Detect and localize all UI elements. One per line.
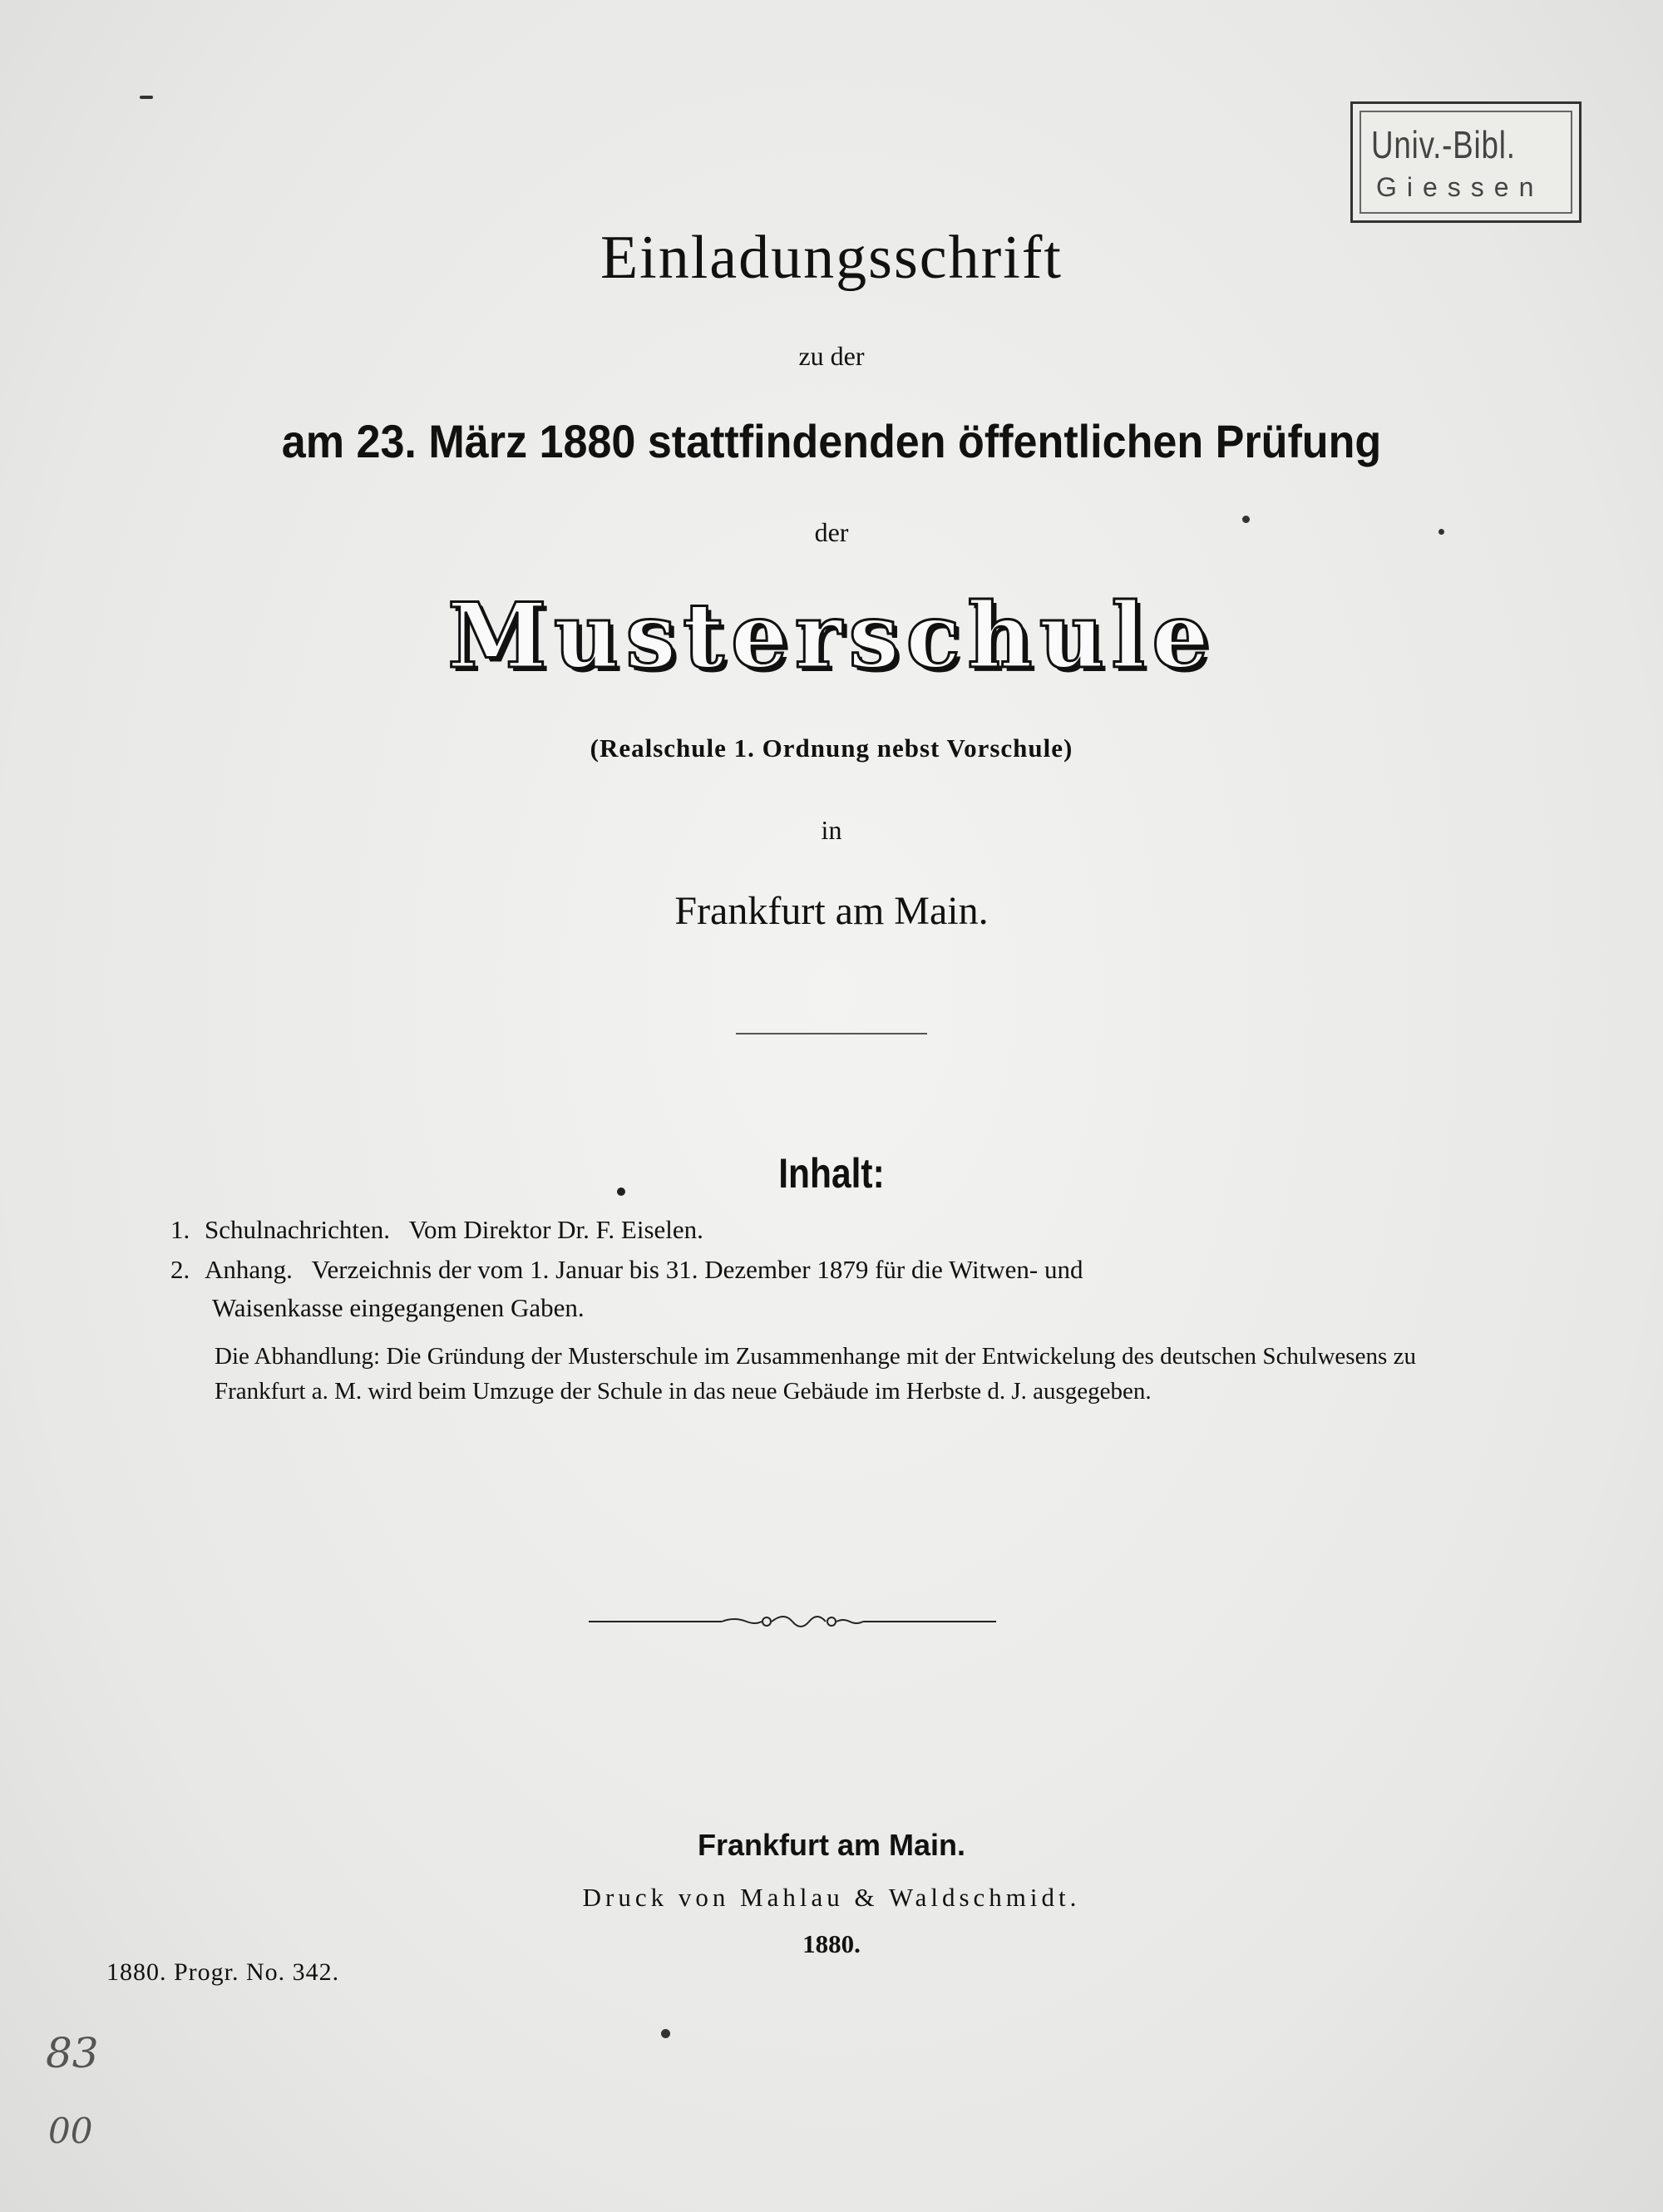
treatise-note: Die Abhandlung: Die Gründung der Musterschule im Zusammenhange mit der Entwickelung des deutschen Schulwesens zu Frankfurt a. M. wird beim Umzuge der Schule in das neue Gebäude im Herbste d. J. ausgegeben.	[215, 1343, 1416, 1405]
program-number: 1880. Progr. No. 342.	[106, 1958, 340, 1986]
divider-rule	[736, 1033, 927, 1034]
handwritten-mark: 00	[48, 2111, 93, 2151]
school-name: Musterschule	[447, 584, 1216, 689]
document-title: Einladungsschrift	[600, 224, 1063, 292]
ink-speck	[1438, 529, 1444, 535]
zu-der-text: zu der	[798, 341, 865, 371]
ornament-divider	[589, 1605, 996, 1638]
contents-item-number: 1.	[170, 1215, 190, 1244]
handwritten-mark: 83	[46, 2029, 99, 2077]
ink-speck	[140, 96, 153, 99]
contents-item-number: 2.	[170, 1255, 190, 1284]
library-stamp	[1350, 101, 1582, 223]
stamp-line-1: Univ.-Bibl.	[1371, 123, 1516, 166]
exam-date-line: am 23. März 1880 stattfindenden öffentlichen Prüfung	[281, 415, 1382, 467]
contents-item-text: Schulnachrichten. Vom Direktor Dr. F. Eiselen.	[205, 1215, 703, 1244]
der-text: der	[814, 517, 849, 547]
printer-line: Druck von Mahlau & Waldschmidt.	[582, 1883, 1081, 1912]
print-year: 1880.	[802, 1929, 861, 1958]
city-name: Frankfurt am Main.	[674, 889, 989, 933]
stamp-line-2: Giessen	[1376, 172, 1544, 202]
in-text: in	[821, 815, 842, 845]
school-subtitle: (Realschule 1. Ordnung nebst Vorschule)	[590, 733, 1073, 763]
footer-city: Frankfurt am Main.	[697, 1828, 966, 1862]
ink-speck	[1242, 516, 1250, 523]
contents-item-text: Anhang. Verzeichnis der vom 1. Januar bis 31. Dezember 1879 für die Witwen- und	[205, 1255, 1083, 1284]
contents-heading: Inhalt:	[778, 1150, 885, 1197]
ink-speck	[661, 2029, 670, 2038]
contents-item-1	[170, 1211, 1418, 1249]
contents-item-continuation: Waisenkasse eingegangenen Gaben.	[212, 1293, 585, 1322]
contents-item-2	[170, 1251, 1418, 1327]
